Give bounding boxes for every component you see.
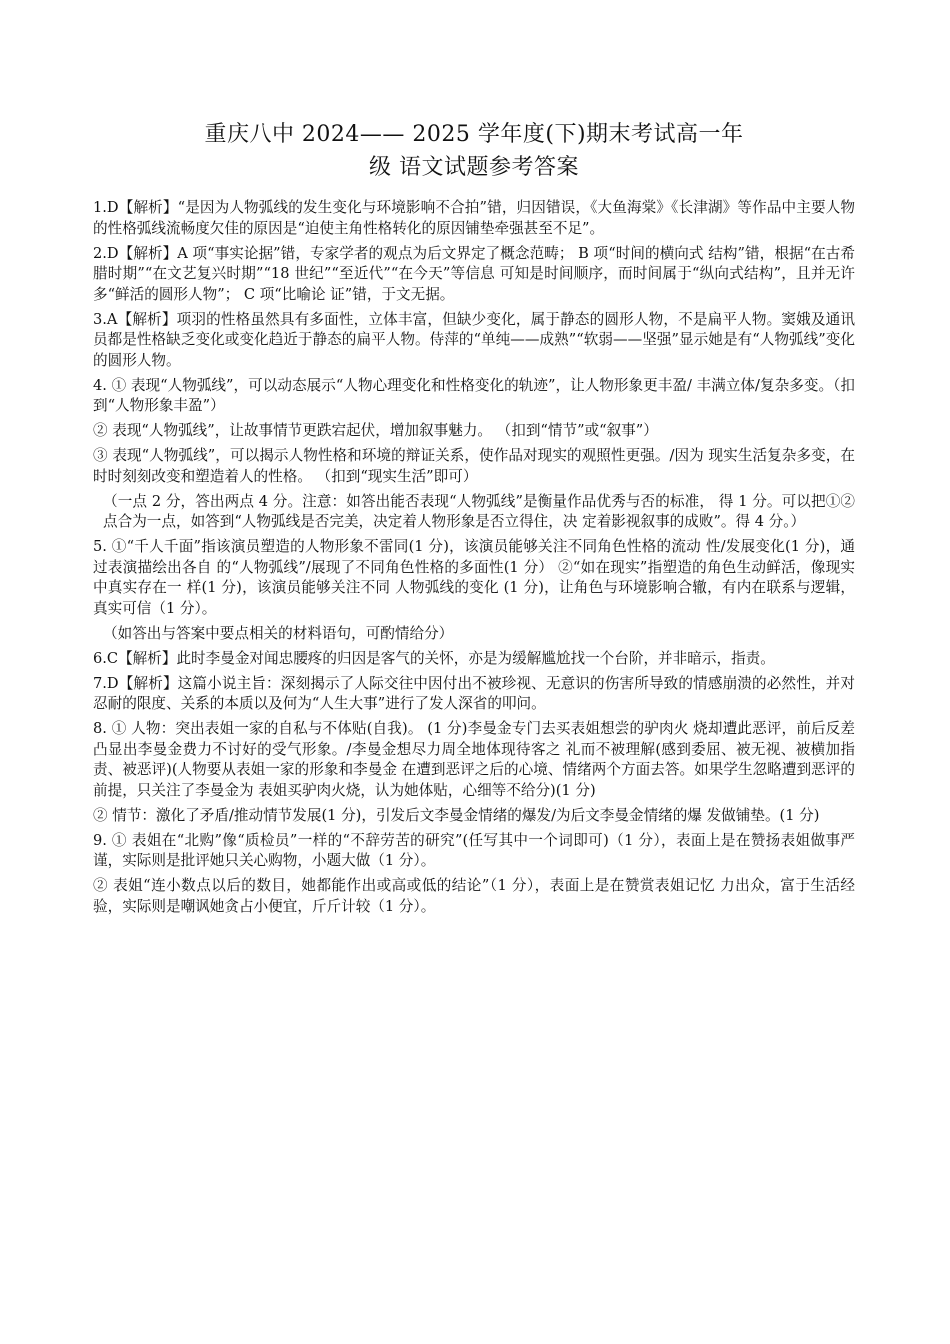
title-line-2: 级 语文试题参考答案 <box>369 155 579 180</box>
answer-q3: 3.A【解析】项羽的性格虽然具有多面性，立体丰富，但缺少变化，属于静态的圆形人物，不是扁平人物。窦娥及通讯员都是性格缺乏变化或变化趋近于静态的扁平人物。侍萍的“单纯——成熟”“软弱——坚强”显示她是有“人物弧线”变化的圆形人物。 <box>93 310 855 369</box>
answer-q1: 1.D【解析】“是因为人物弧线的发生变化与环境影响不合拍”错，归因错误，《大鱼海棠》《长津湖》等作品中主要人物的性格弧线流畅度欠佳的原因是“迫使主角性格转化的原因铺垫牵强甚至不足”。 <box>93 199 855 237</box>
answer-q4-point1: 4. ① 表现“人物弧线”，可以动态展示“人物心理变化和性格变化的轨迹”，让人物形象更丰盈/ 丰满立体/复杂多变。（扣到“人物形象丰盈”） <box>93 376 855 414</box>
answer-q8-point2: ② 情节：激化了矛盾/推动情节发展(1 分)，引发后文李曼金情绪的爆发/为后文李曼金情绪的爆 发做铺垫。(1 分) <box>93 806 820 824</box>
answer-q2: 2.D【解析】A 项“事实论据”错，专家学者的观点为后文界定了概念范畴； B 项“时间的横向式 结构”错，根据“在古希腊时期”“在文艺复兴时期”“18 世纪”“至近代”“在今天”等信息 可知是时间顺序，而时间属于“纵向式结构”，且并无许多“鲜活的圆形人物”； C 项“比喻论 证”错，于文无据。 <box>93 244 855 303</box>
answer-q8-point1: 8. ① 人物：突出表姐一家的自私与不体贴(自我)。 (1 分)李曼金专门去买表姐想尝的驴肉火 烧却遭此恶评，前后反差凸显出李曼金费力不讨好的受气形象。/李曼金想尽力周全地体现待客之 礼而不被理解(感到委屈、被无视、被横加指责、被恶评)(人物要从表姐一家的形象和李曼金 在遭到恶评之后的心境、情绪两个方面去答。如果学生忽略遭到恶评的前提，只关注了李曼金为 表姐买驴肉火烧，认为她体贴，心细等不给分)(1 分) <box>93 720 855 799</box>
answer-q9-point1: 9. ① 表姐在“北购”像“质检员”一样的“不辞劳苦的研究”(任写其中一个词即可)（1 分），表面上是在赞扬表姐做事严谨，实际则是批评她只关心购物，小题大做（1 分）。 <box>93 831 855 869</box>
answer-q6: 6.C【解析】此时李曼金对闻忠腰疼的归因是客气的关怀，亦是为缓解尴尬找一个台阶，并非暗示，指责。 <box>93 649 775 667</box>
answer-q4-point2: ② 表现“人物弧线”，让故事情节更跌宕起伏，增加叙事魅力。 （扣到“情节”或“叙事”） <box>93 422 658 439</box>
answer-q4-scoring-note: （一点 2 分，答出两点 4 分。注意：如答出能否表现“人物弧线”是衡量作品优秀与否的标准， 得 1 分。可以把①②点合为一点，如答到“人物弧线是否完美，决定着人物形象是否立得住，决 定着影视叙事的成败”。得 4 分。） <box>103 492 855 530</box>
answer-q7: 7.D【解析】这篇小说主旨：深刻揭示了人际交往中因付出不被珍视、无意识的伤害所导致的情感崩溃的必然性，并对忍耐的限度、关系的本质以及何为“人生大事”进行了发人深省的叩问。 <box>93 674 855 712</box>
answer-document <box>93 118 855 922</box>
document-title <box>93 118 855 184</box>
title-line-1: 重庆八中 2024—— 2025 学年度(下)期末考试高一年 <box>204 122 744 147</box>
answer-q4-point3: ③ 表现“人物弧线”，可以揭示人物性格和环境的辩证关系，使作品对现实的观照性更强。/因为 现实生活复杂多变，在时时刻刻改变和塑造着人的性格。 （扣到“现实生活”即可） <box>93 447 855 485</box>
answer-q5: 5. ①“千人千面”指该演员塑造的人物形象不雷同(1 分)，该演员能够关注不同角色性格的流动 性/发展变化(1 分)，通过表演描绘出各自 的“人物弧线”/展现了不同角色性格的多面性(1 分） ②“如在现实”指塑造的角色生动鲜活，像现实中真实存在一 样(1 分)，该演员能够关注不同 人物弧线的变化 (1 分)，让角色与环境影响合辙，有内在联系与逻辑，真实可信（1 分）。 <box>93 538 855 617</box>
answer-q5-scoring-note: （如答出与答案中要点相关的材料语句，可酌情给分） <box>103 624 454 642</box>
answer-q9-point2: ② 表姐“连小数点以后的数目，她都能作出或高或低的结论”（1 分），表面上是在赞赏表姐记忆 力出众，富于生活经验，实际则是嘲讽她贪占小便宜，斤斤计较（1 分）。 <box>93 877 855 915</box>
